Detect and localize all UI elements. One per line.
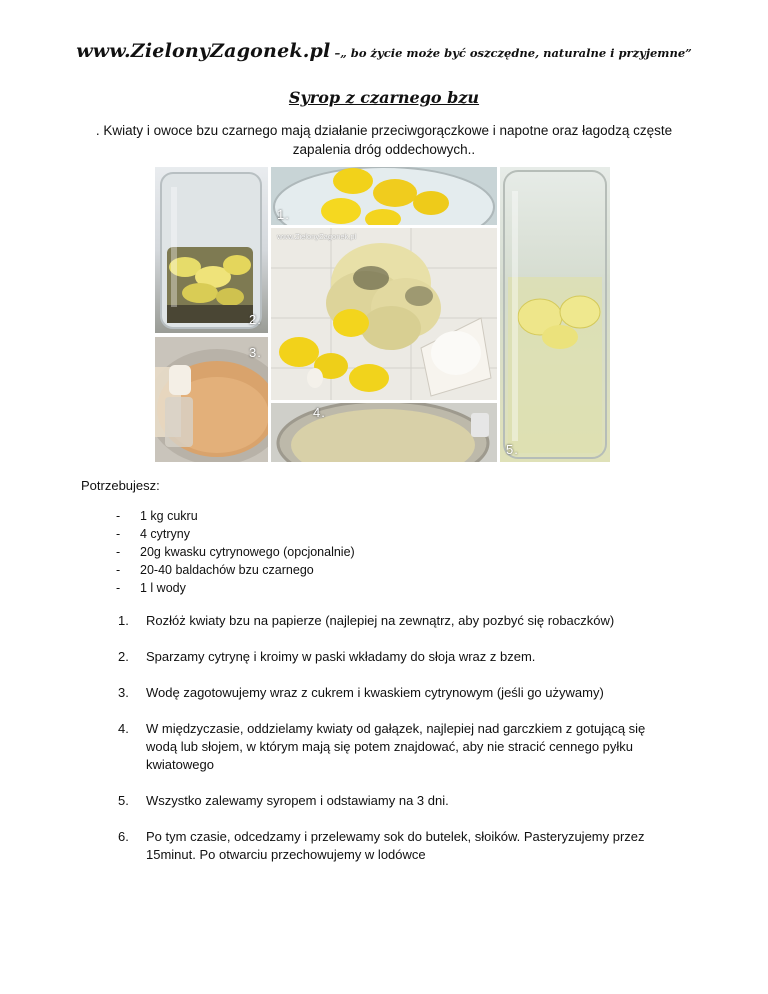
lemons-bowl-image (271, 167, 497, 225)
photo-jar-syrup (500, 167, 610, 462)
photo-label-1: 1. (277, 207, 290, 222)
site-header (0, 40, 768, 62)
bullet-dash: - (116, 527, 121, 541)
ingredient-text: 1 l wody (140, 581, 186, 595)
bullet-dash: - (116, 509, 121, 523)
photo-elderflowers (271, 228, 497, 400)
site-motto: –„ bo życie może być oszczędne, naturalne i przyjemne” (330, 46, 692, 60)
step-item (118, 828, 678, 864)
intro-line-2: zapalenia dróg oddechowych.. (292, 142, 476, 157)
ingredients-heading: Potrzebujesz: (81, 478, 160, 493)
ingredient-text: 4 cytryny (140, 527, 191, 541)
list-item (116, 543, 355, 561)
intro-line-1: . Kwiaty i owoce bzu czarnego mają działanie przeciwgorączkowe i napotne oraz łagodzą częste (95, 123, 673, 138)
site-name: www.ZielonyZagonek.pl (76, 40, 331, 62)
step-number: 5. (118, 793, 129, 808)
step-text: Wszystko zalewamy syropem i odstawiamy na 3 dni. (146, 793, 449, 808)
jar-lemons-image (155, 167, 268, 333)
list-item (116, 525, 355, 543)
step-text: Sparzamy cytrynę i kroimy w paski wkładamy do słoja wraz z bzem. (146, 649, 536, 664)
photo-pot-syrup (155, 337, 268, 462)
step-number: 1. (118, 613, 129, 628)
step-item (118, 612, 678, 630)
photo-label-3: 3. (249, 345, 262, 360)
bullet-dash: - (116, 563, 121, 577)
ingredients-list (116, 507, 355, 597)
photo-label-2: 2. (249, 312, 262, 327)
step-number: 3. (118, 685, 129, 700)
ingredient-text: 20g kwasku cytrynowego (opcjonalnie) (140, 545, 355, 559)
step-number: 4. (118, 721, 129, 736)
collage-watermark: www.ZielonyZagonek.pl (277, 232, 357, 241)
step-number: 2. (118, 649, 129, 664)
step-item (118, 648, 678, 666)
step-item (118, 684, 678, 702)
photo-label-5: 5. (506, 442, 519, 457)
step-text: Wodę zagotowujemy wraz z cukrem i kwaskiem cytrynowym (jeśli go używamy) (146, 685, 604, 700)
pot-water-image (271, 403, 497, 462)
ingredient-text: 20-40 baldachów bzu czarnego (140, 563, 314, 577)
jar-syrup-image (500, 167, 610, 462)
photo-pot-water (271, 403, 497, 462)
photo-collage (155, 167, 610, 462)
step-text: W międzyczasie, oddzielamy kwiaty od gałązek, najlepiej nad garczkiem z gotującą się wodą lub słojem, w którym mają się potem znajdować, aby nie stracić cennego pyłku kwiatowego (146, 721, 646, 772)
ingredient-text: 1 kg cukru (140, 509, 198, 523)
photo-jar-lemons (155, 167, 268, 333)
step-number: 6. (118, 829, 129, 844)
bullet-dash: - (116, 581, 121, 595)
photo-lemons-bowl (271, 167, 497, 225)
list-item (116, 561, 355, 579)
bullet-dash: - (116, 545, 121, 559)
recipe-title: Syrop z czarnego bzu (288, 88, 480, 107)
elderflowers-image (271, 228, 497, 400)
list-item (116, 507, 355, 525)
intro-text (80, 121, 688, 159)
step-text: Po tym czasie, odcedzamy i przelewamy sok do butelek, słoików. Pasteryzujemy przez 15minut. Po otwarciu przechowujemy w lodówce (146, 829, 645, 862)
photo-label-4: 4. (313, 405, 326, 420)
step-item (118, 792, 678, 810)
steps-list (118, 612, 678, 882)
step-text: Rozłóż kwiaty bzu na papierze (najlepiej na zewnątrz, aby pozbyć się robaczków) (146, 613, 615, 628)
step-item (118, 720, 678, 774)
list-item (116, 579, 355, 597)
